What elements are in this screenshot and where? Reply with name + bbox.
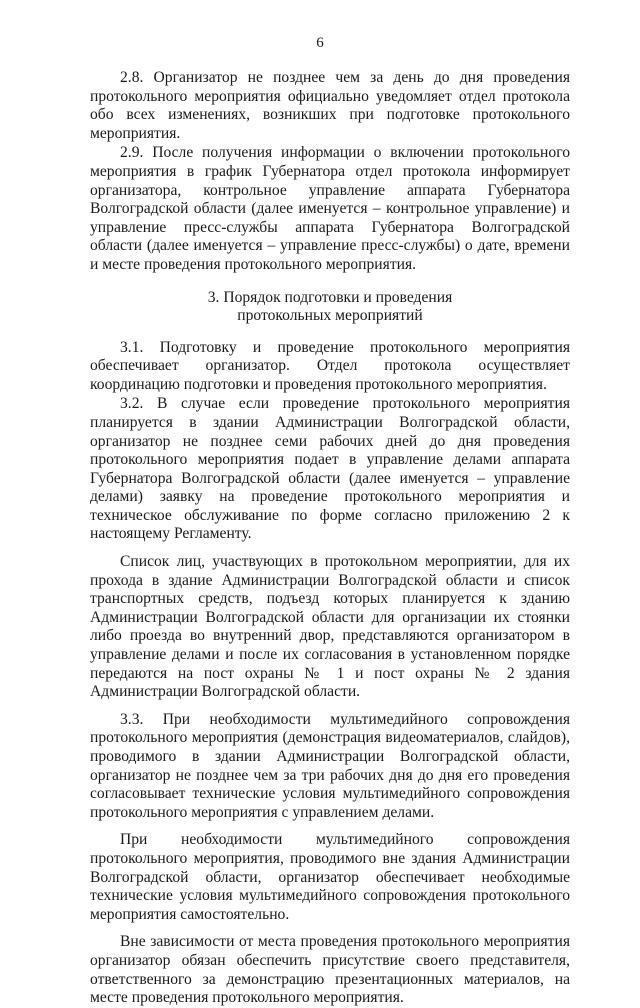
paragraph-2-8: 2.8. Организатор не позднее чем за день до дня проведения протокольного мероприятия официально уведомляет отдел протокола обо всех изменениях, возникших при подготовке протокольного мероприятия. (90, 69, 570, 142)
paragraph-2-9: 2.9. После получения информации о включении протокольного мероприятия в график Губернатора отдел протокола информирует организатора, контрольное управление аппарата Губернатора Волгоградской области (далее именуется – контрольное управление) и управление пресс-службы аппарата Губернатора Волгоградской области (далее именуется – управление пресс-службы) о дате, времени и месте проведения протокольного мероприятия. (90, 144, 570, 273)
section-3-heading-line-2: протокольных мероприятий (237, 306, 423, 324)
paragraph-3-1: 3.1. Подготовку и проведение протокольного мероприятия обеспечивает организатор. Отдел протокола осуществляет координацию подготовки и проведения протокольного мероприятия. (90, 338, 570, 393)
section-3-heading-line-1: 3. Порядок подготовки и проведения (207, 288, 453, 306)
section-3-heading (90, 289, 570, 325)
paragraph-representative: Вне зависимости от места проведения протокольного мероприятия организатор обязан обеспечить присутствие своего представителя, ответственного за демонстрацию презентационных материалов, на месте проведения протокольного мероприятия. (90, 933, 570, 1007)
paragraph-participants-list: Список лиц, участвующих в протокольном мероприятии, для их прохода в здание Администрации Волгоградской области и список транспортных средств, подъезд которых планируется к зданию Администрации Волгоградской области для организации их стоянки либо проезда во внутренний двор, представляются организатором в управление делами и после их согласования в установленном порядке передаются на пост охраны № 1 и пост охраны № 2 здания Администрации Волгоградской области. (90, 553, 570, 701)
paragraph-3-2: 3.2. В случае если проведение протокольного мероприятия планируется в здании Администрации Волгоградской области, организатор не позднее семи рабочих дней до дня проведения протокольного мероприятия подает в управление делами аппарата Губернатора Волгоградской области (далее именуется – управление делами) заявку на проведение протокольного мероприятия и техническое обслуживание по форме согласно приложению 2 к настоящему Регламенту. (90, 395, 570, 543)
page-number: 6 (316, 35, 324, 51)
paragraph-outside-building: При необходимости мультимедийного сопровождения протокольного мероприятия, проводимого вне здания Администрации Волгоградской области, организатор обеспечивает необходимые технические условия мультимедийного сопровождения протокольного мероприятия самостоятельно. (90, 831, 570, 923)
document-body (90, 69, 570, 1008)
paragraph-3-3: 3.3. При необходимости мультимедийного сопровождения протокольного мероприятия (демонстрация видеоматериалов, слайдов), проводимого в здании Администрации Волгоградской области, организатор не позднее чем за три рабочих дня до дня его проведения согласовывает технические условия мультимедийного сопровождения протокольного мероприятия с управлением делами. (90, 710, 570, 821)
